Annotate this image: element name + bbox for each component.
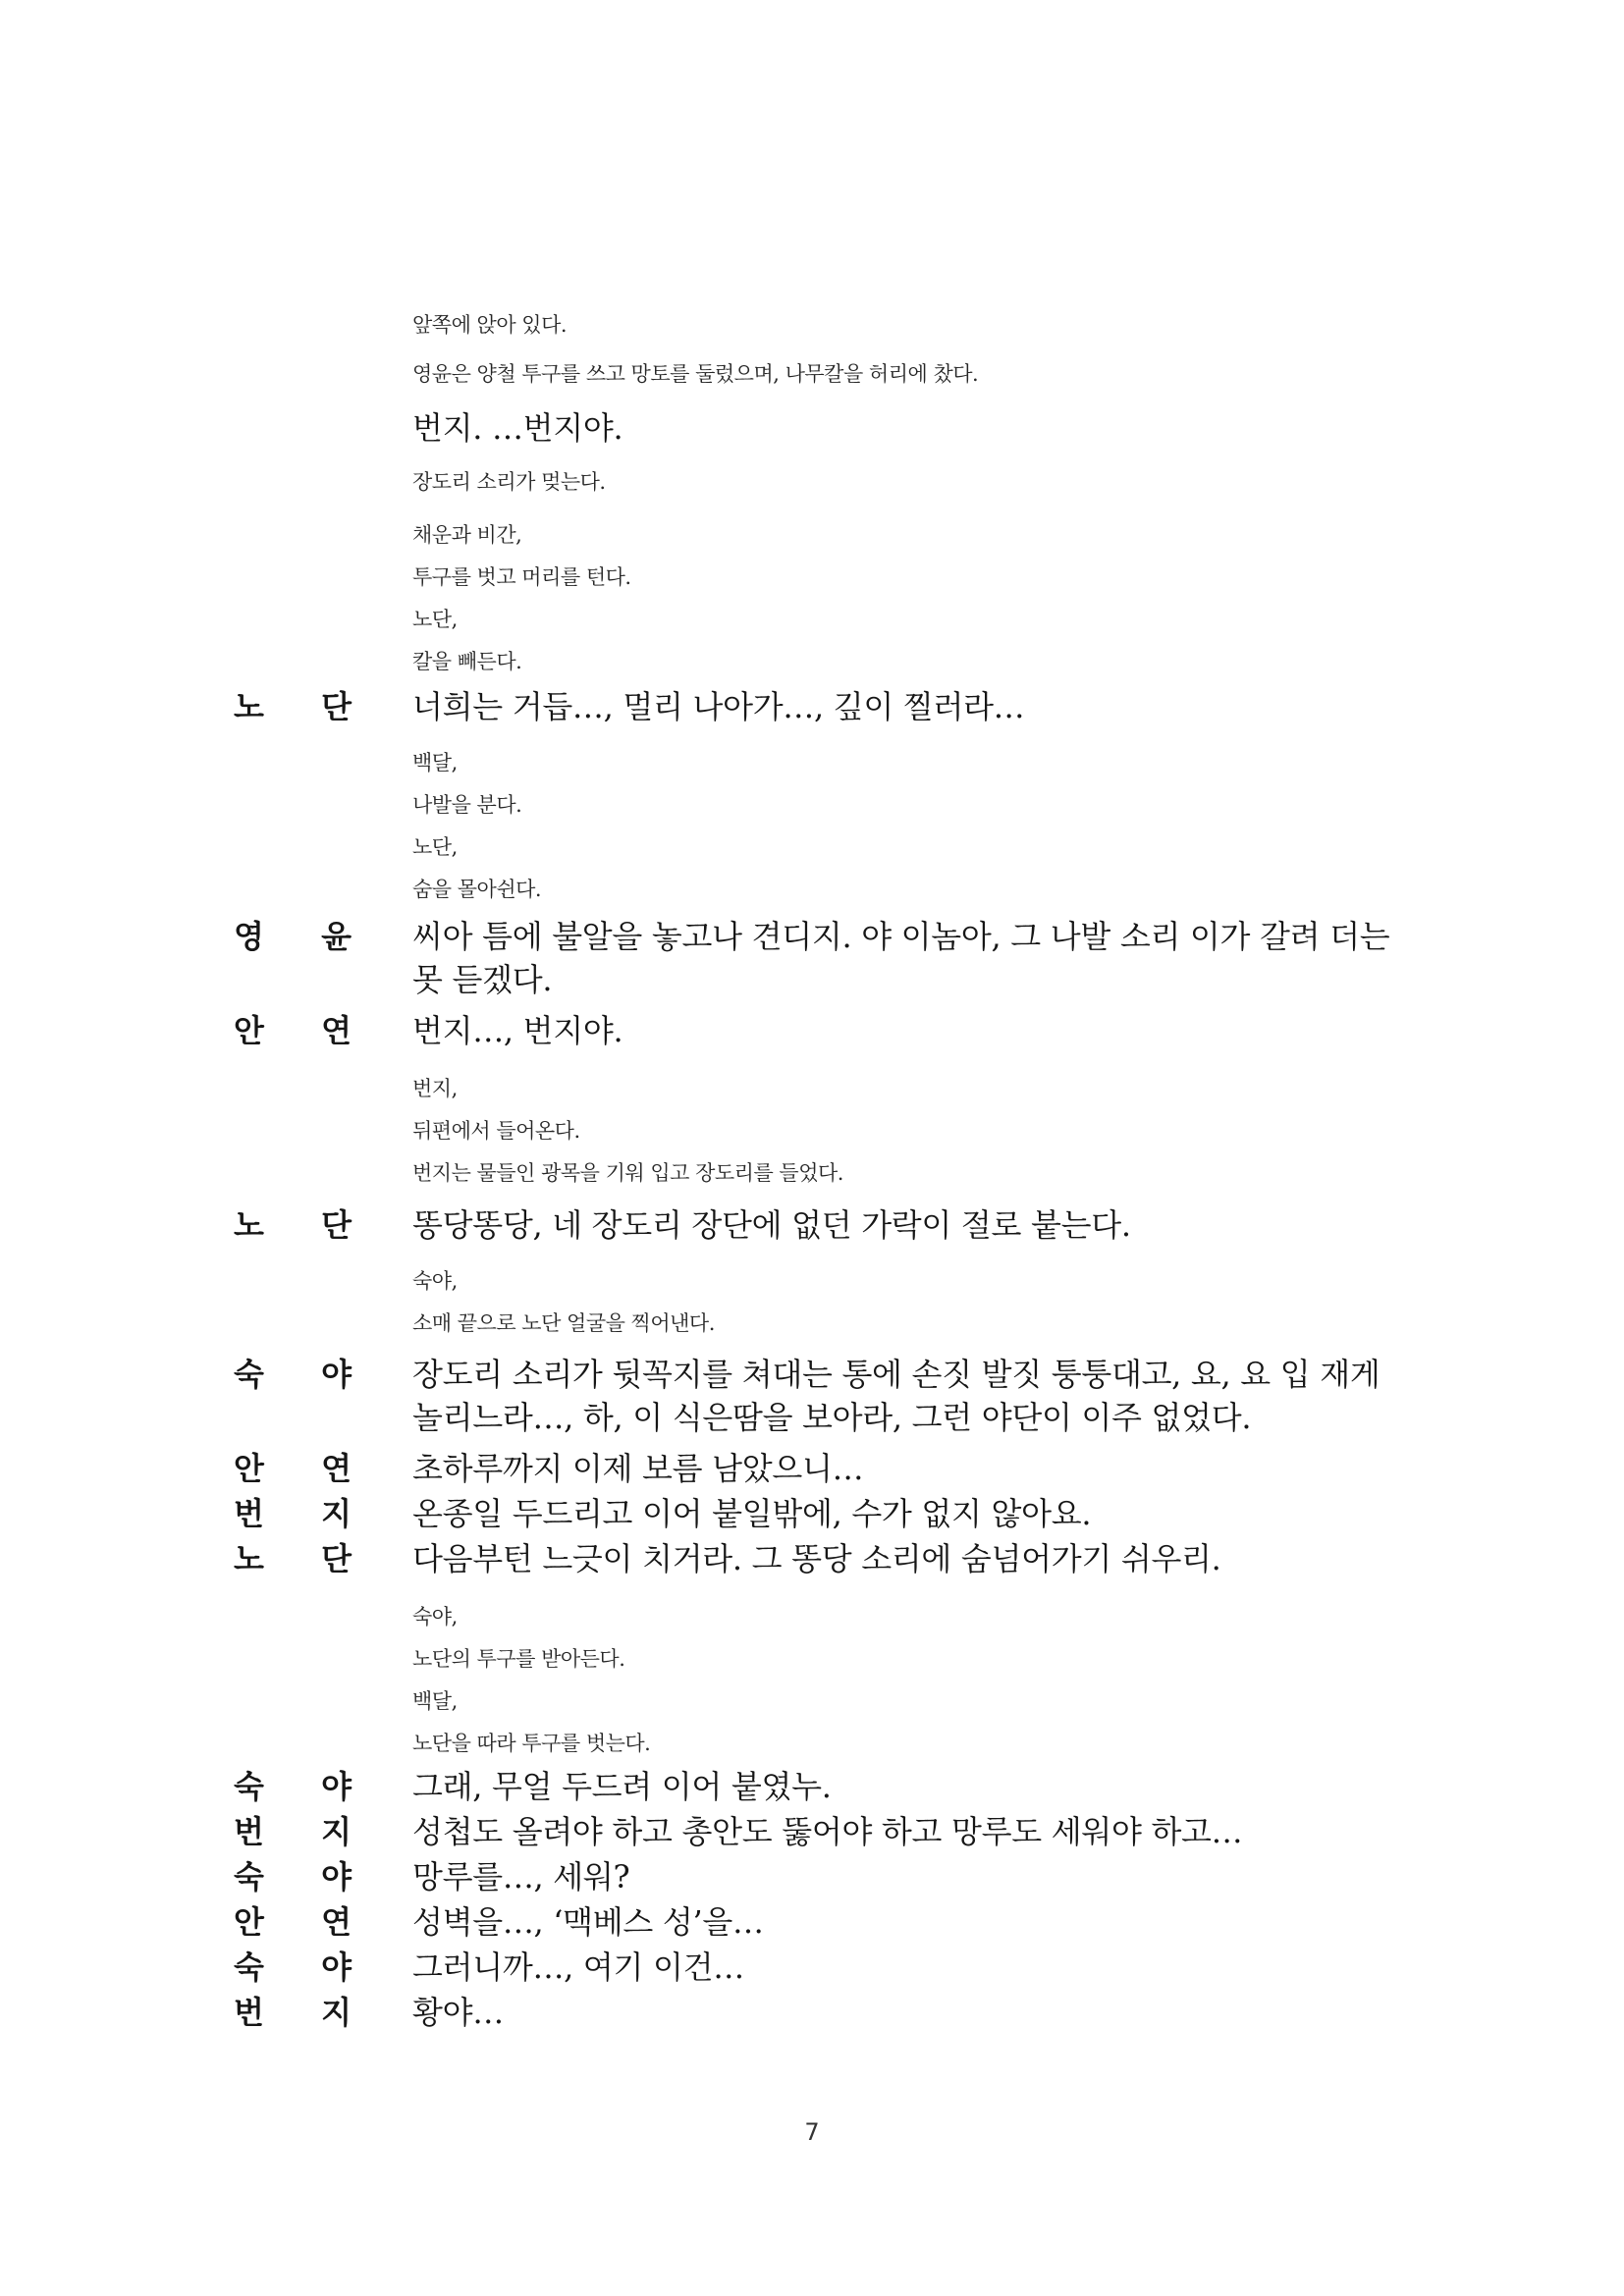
speaker-char: 숙 bbox=[234, 1949, 264, 1986]
speaker-char: 지 bbox=[321, 1994, 352, 2031]
speaker-char: 연 bbox=[321, 1903, 352, 1941]
stage-direction bbox=[412, 827, 1394, 911]
speaker-char: 단 bbox=[321, 1540, 352, 1577]
stage-direction bbox=[412, 599, 1394, 683]
speaker-char: 번 bbox=[234, 1994, 264, 2031]
stage-line: 칼을 빼든다. bbox=[412, 650, 522, 673]
stage-line: 숙야, bbox=[412, 1605, 458, 1629]
stage-direction bbox=[412, 304, 1394, 347]
speaker-char: 안 bbox=[234, 1450, 264, 1487]
speaker-name bbox=[234, 1537, 352, 1580]
stage-line: 백달, bbox=[412, 1689, 458, 1713]
speaker-name bbox=[234, 1203, 352, 1247]
stage-line: 노단, bbox=[412, 608, 458, 631]
dialogue-text: 황야… bbox=[412, 1994, 504, 2031]
speaker-char: 지 bbox=[321, 1813, 352, 1850]
stage-line: 앞쪽에 앉아 있다. bbox=[412, 313, 568, 337]
speaker-char: 번 bbox=[234, 1495, 264, 1532]
speaker-char: 야 bbox=[321, 1768, 352, 1805]
speaker-char: 숙 bbox=[234, 1356, 264, 1393]
speaker-char: 연 bbox=[321, 1012, 352, 1049]
speaker-name bbox=[234, 685, 352, 728]
speaker-name bbox=[234, 915, 352, 958]
stage-line: 숨을 몰아쉰다. bbox=[412, 878, 542, 901]
stage-direction bbox=[412, 1068, 1394, 1152]
speaker-char: 단 bbox=[321, 688, 352, 725]
page-number: 7 bbox=[804, 2118, 820, 2146]
speaker-char: 윤 bbox=[321, 918, 352, 955]
speaker-char: 야 bbox=[321, 1949, 352, 1986]
speaker-name bbox=[234, 1492, 352, 1535]
stage-direction bbox=[412, 514, 1394, 599]
stage-line: 번지는 물들인 광목을 기워 입고 장도리를 들었다. bbox=[412, 1161, 843, 1185]
speaker-name bbox=[234, 1447, 352, 1490]
stage-line: 뒤편에서 들어온다. bbox=[412, 1119, 580, 1143]
speaker-name bbox=[234, 1991, 352, 2034]
dialogue-text: 망루를…, 세워? bbox=[412, 1858, 630, 1896]
speaker-char: 번 bbox=[234, 1813, 264, 1850]
speaker-name bbox=[234, 1855, 352, 1898]
dialogue-text: 장도리 소리가 뒷꼭지를 쳐대는 통에 손짓 발짓 퉁퉁대고, 요, 요 입 재게 놀리느라…, 하, 이 식은땀을 보아라, 그런 야단이 이주 없었다. bbox=[412, 1356, 1380, 1436]
dialogue-text: 너희는 거듭…, 멀리 나아가…, 깊이 찔러라… bbox=[412, 688, 1025, 725]
stage-line: 장도리 소리가 멎는다. bbox=[412, 470, 606, 494]
speaker-name bbox=[234, 1946, 352, 1989]
speaker-name bbox=[234, 1810, 352, 1853]
stage-line: 백달, bbox=[412, 751, 458, 774]
speaker-name bbox=[234, 1765, 352, 1808]
speaker-name bbox=[234, 1009, 352, 1052]
stage-direction bbox=[412, 742, 1394, 827]
dialogue-text: 그래, 무얼 두드려 이어 붙였누. bbox=[412, 1768, 832, 1805]
speaker-char: 영 bbox=[234, 918, 264, 955]
speaker-char: 노 bbox=[234, 1206, 264, 1244]
stage-direction bbox=[412, 1596, 1394, 1681]
dialogue-text: 초하루까지 이제 보름 남았으니… bbox=[412, 1450, 864, 1487]
speaker-char: 숙 bbox=[234, 1858, 264, 1896]
stage-line: 나발을 분다. bbox=[412, 793, 522, 817]
speaker-char: 연 bbox=[321, 1450, 352, 1487]
stage-line: 숙야, bbox=[412, 1269, 458, 1293]
speaker-char: 야 bbox=[321, 1858, 352, 1896]
dialogue-text: 똥당똥당, 네 장도리 장단에 없던 가락이 절로 붙는다. bbox=[412, 1206, 1131, 1244]
dialogue-text: 씨아 틈에 불알을 놓고나 견디지. 야 이놈아, 그 나발 소리 이가 갈려 더는 못 듣겠다. bbox=[412, 918, 1390, 998]
speaker-name bbox=[234, 1900, 352, 1944]
dialogue-text: 번지…, 번지야. bbox=[412, 1012, 623, 1049]
speaker-name bbox=[234, 1353, 352, 1396]
stage-line: 노단을 따라 투구를 벗는다. bbox=[412, 1732, 651, 1755]
stage-line: 채운과 비간, bbox=[412, 523, 522, 547]
stage-direction bbox=[412, 1260, 1394, 1345]
speaker-char: 노 bbox=[234, 688, 264, 725]
dialogue-text: 성첩도 올려야 하고 총안도 뚫어야 하고 망루도 세워야 하고… bbox=[412, 1813, 1243, 1850]
dialogue-text: 온종일 두드리고 이어 붙일밖에, 수가 없지 않아요. bbox=[412, 1495, 1092, 1532]
stage-direction bbox=[412, 1681, 1394, 1765]
speaker-char: 야 bbox=[321, 1356, 352, 1393]
stage-direction bbox=[412, 353, 1394, 396]
stage-line: 노단의 투구를 받아든다. bbox=[412, 1647, 625, 1671]
dialogue-text: 그러니까…, 여기 이건… bbox=[412, 1949, 744, 1986]
stage-line: 번지, bbox=[412, 1077, 458, 1100]
stage-direction bbox=[412, 1152, 1394, 1195]
speaker-char: 노 bbox=[234, 1540, 264, 1577]
dialogue-text: 번지. …번지야. bbox=[412, 409, 623, 447]
speaker-char: 안 bbox=[234, 1012, 264, 1049]
speaker-char: 단 bbox=[321, 1206, 352, 1244]
speaker-char: 안 bbox=[234, 1903, 264, 1941]
stage-direction bbox=[412, 461, 1394, 504]
speaker-char: 지 bbox=[321, 1495, 352, 1532]
stage-line: 소매 끝으로 노단 얼굴을 찍어낸다. bbox=[412, 1311, 715, 1335]
dialogue-text: 다음부턴 느긋이 치거라. 그 똥당 소리에 숨넘어가기 쉬우리. bbox=[412, 1540, 1221, 1577]
stage-line: 노단, bbox=[412, 835, 458, 859]
dialogue-text: 성벽을…, ‘맥베스 성’을… bbox=[412, 1903, 764, 1941]
stage-line: 영윤은 양철 투구를 쓰고 망토를 둘렀으며, 나무칼을 허리에 찼다. bbox=[412, 362, 979, 386]
stage-line: 투구를 벗고 머리를 턴다. bbox=[412, 565, 631, 589]
speaker-char: 숙 bbox=[234, 1768, 264, 1805]
